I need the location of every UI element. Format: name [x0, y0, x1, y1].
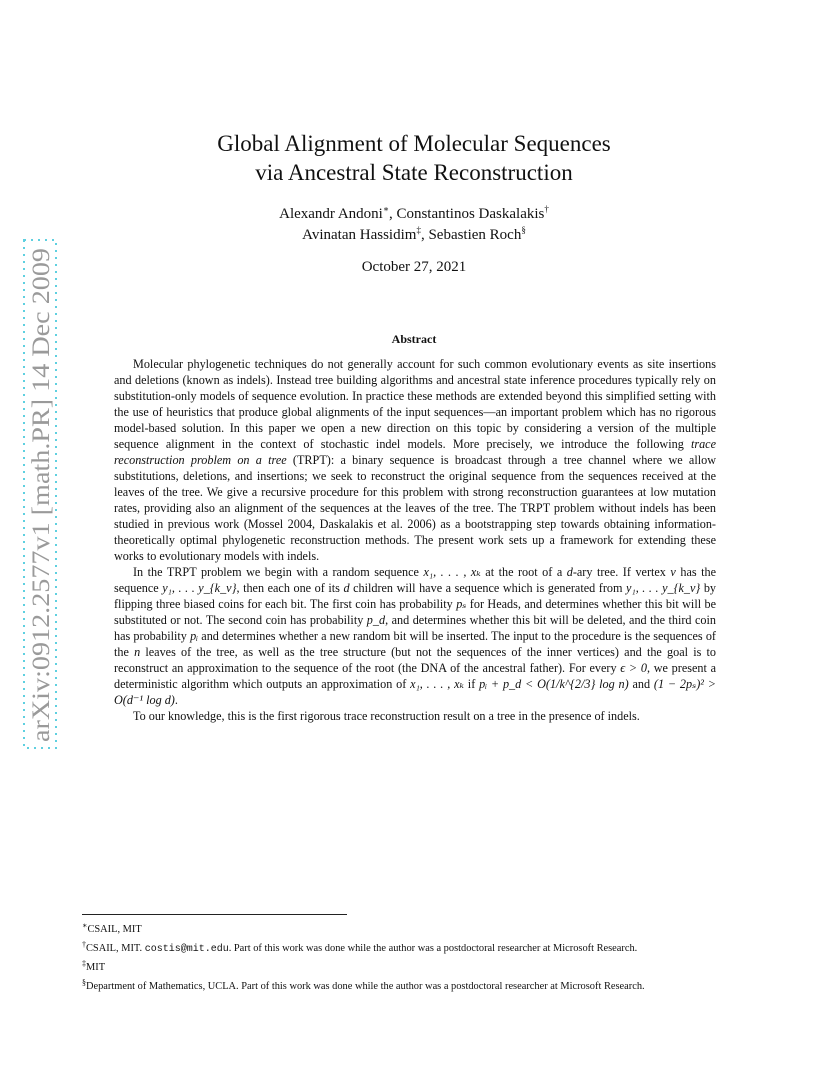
abstract-heading: Abstract	[391, 332, 437, 346]
math-expression: d	[566, 565, 573, 579]
footnote-text: Department of Mathematics, UCLA. Part of this work was done while the author was a postdoctoral researcher at Microsoft Research.	[86, 980, 645, 992]
title-line-2: via Ancestral State Reconstruction	[255, 160, 573, 185]
math-expression: x₁, . . . , xₖ	[410, 677, 464, 691]
author-name: Constantinos Daskalakis	[396, 206, 545, 222]
math-expression: n	[134, 645, 141, 659]
footnote-mark: §	[82, 977, 86, 987]
math-expression: pᵢ	[190, 629, 199, 643]
footnote-mark: ‡	[82, 959, 86, 968]
math-expression: ϵ > 0	[620, 661, 647, 675]
math-expression: y₁, . . . y_{k_v}	[626, 581, 701, 595]
paper-date: October 27, 2021	[361, 259, 467, 275]
author-name: Avinatan Hassidim	[302, 227, 417, 243]
footnote-rule	[82, 914, 347, 915]
arxiv-stamp-text: arXiv:0912.2577v1 [math.PR] 14 Dec 2009	[28, 303, 55, 742]
footnote-3	[82, 957, 762, 976]
footnotes	[82, 919, 762, 994]
author-mark: †	[544, 204, 549, 214]
text-run: , then each one of its	[236, 581, 344, 595]
footnote-mark: †	[82, 939, 86, 949]
arxiv-stamp-graphic	[22, 238, 58, 750]
email-address[interactable]: costis@mit.edu	[144, 943, 229, 955]
text-run: has the sequence	[114, 565, 716, 595]
math-expression: p_d	[366, 613, 386, 627]
abstract-paragraph-3: To our knowledge, this is the first rigorous trace reconstruction result on a tree in the presence of indels.	[133, 709, 640, 723]
math-expression: pₛ	[456, 597, 467, 611]
math-expression: y₁, . . . y_{k_v}	[162, 581, 237, 595]
text-run: .	[174, 693, 178, 707]
text-run: children will have a sequence which is generated from	[349, 581, 627, 595]
footnote-text: MIT	[86, 962, 106, 973]
math-expression: v	[670, 565, 676, 579]
text-run: In the TRPT problem we begin with a random sequence	[133, 565, 424, 579]
author-row-2: Avinatan Hassidim‡, Sebastien Roch§	[302, 225, 526, 243]
author-name: Sebastien Roch	[428, 227, 522, 243]
footnote-4	[82, 976, 762, 995]
footnote-text: . Part of this work was done while the author was a postdoctoral researcher at Microsoft Research.	[228, 942, 638, 954]
text-run: and	[628, 677, 654, 691]
text-run: if	[463, 677, 480, 691]
author-row-1: Alexandr Andoni∗, Constantinos Daskalakis†	[279, 204, 549, 222]
author-mark: ∗	[382, 204, 389, 214]
text-run: , we present a deterministic algorithm which outputs an approximation of	[114, 661, 717, 691]
text-run: at the root of a	[480, 565, 567, 579]
abstract-paragraph-2	[114, 564, 716, 708]
text-run: -ary tree. If vertex	[572, 565, 671, 579]
text-run: leaves of the tree, as well as the tree structure (but not the sequences of the inner vertices) and the goal is to reconstruct an approximation to the sequence of the root (the DNA of the ancestral father). For every	[114, 645, 716, 675]
text-run: (TRPT): a binary sequence is broadcast through a tree channel where we allow substitutions, deletions, and insertions; we seek to reconstruct the original sequence from the sequences received at the leaves of the tree. We give a recursive procedure for this problem with strong reconstruction guarantees at low mutation rates, providing also an alignment of the sequences at the leaves of the tree. The TRPT problem without indels has been studied in previous work (Mossel 2004, Daskalakis et al. 2006) as a bootstrapping step towards obtaining information-theoretically optimal phylogenetic reconstruction methods. The present work sets up a framework for extending these works to evolutionary models with indels.	[114, 453, 717, 563]
text-run: and determines whether a new random bit will be inserted. The input to the procedure is the sequences of the	[114, 629, 716, 659]
math-expression: d	[343, 581, 350, 595]
footnote-2	[82, 938, 762, 958]
author-name: Alexandr Andoni	[279, 206, 383, 222]
math-expression: x₁, . . . , xₖ	[423, 565, 481, 579]
text-run: Molecular phylogenetic techniques do not generally account for such common evolutionary events as site insertions and deletions (known as indels). Instead tree building algorithms and ancestral state inference procedures typically rely on substitution-only models of sequence evolution. In practice these methods are extended beyond this simplified setting with the use of heuristics that produce global alignments of the input sequences—an important problem which has no rigorous model-based solution. In this paper we open a new direction on this topic by considering a version of the multiple sequence alignment in the context of stochastic indel models. More precisely, we introduce the following	[114, 357, 716, 451]
abstract-body	[114, 356, 716, 724]
math-expression: (1 − 2pₛ)² > O(d⁻¹ log d)	[114, 677, 716, 707]
text-run: for Heads, and determines whether this bit will be substituted or not. The second coin has probability	[114, 597, 716, 627]
footnote-1	[82, 919, 762, 938]
text-run: by flipping three biased coins for each bit. The first coin has probability	[114, 581, 717, 611]
author-mark: §	[521, 225, 526, 235]
footnote-text: CSAIL, MIT	[87, 924, 142, 935]
author-mark: ‡	[416, 225, 421, 235]
emphasized-term: trace reconstruction problem on a tree	[114, 437, 716, 467]
abstract-paragraph-1	[114, 356, 716, 564]
footnote-text: CSAIL, MIT.	[86, 942, 145, 954]
footnote-mark: ∗	[82, 921, 88, 930]
arxiv-stamp	[22, 238, 58, 750]
math-expression: pᵢ + p_d < O(1/k^{2/3} log n)	[479, 677, 629, 691]
text-run: , and determines whether this bit will be deleted, and the third coin has probability	[114, 613, 716, 643]
title-line-1: Global Alignment of Molecular Sequences	[217, 131, 611, 156]
